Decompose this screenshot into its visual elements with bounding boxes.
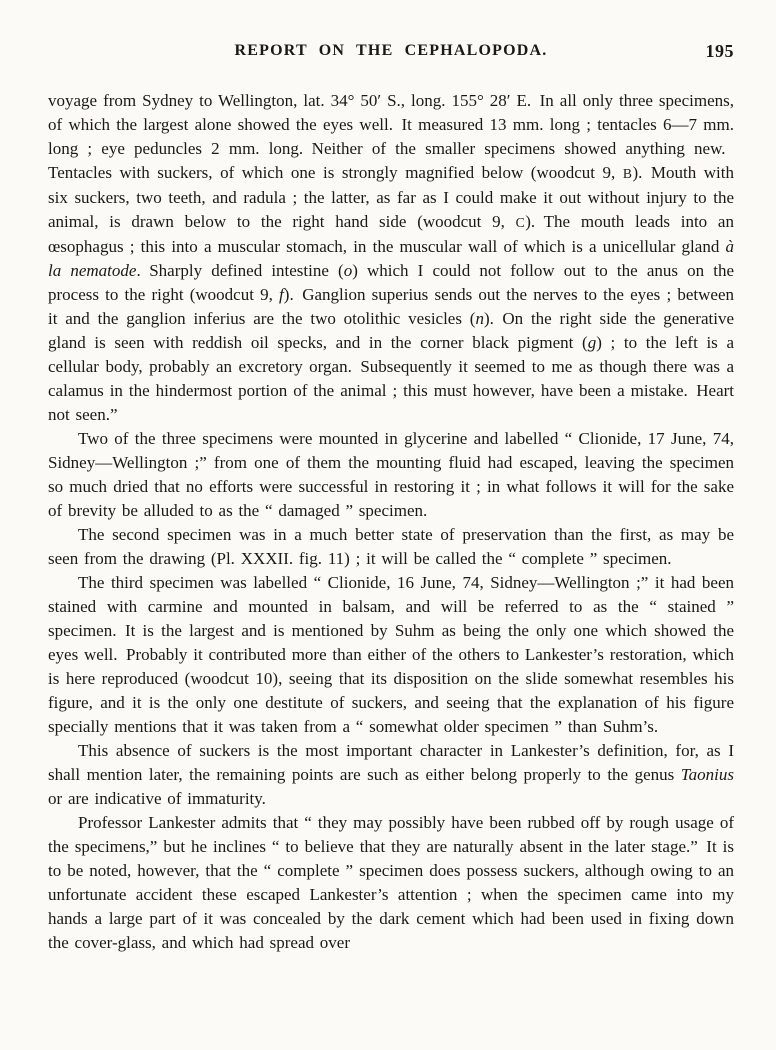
text-run: Professor Lankester admits that “ they may possibly have been rubbed off by rough usage of the specimens,” but he inclines “ to believe that they are naturally absent in the later stage.” It is to be noted, however, that the “ complete ” specimen does possess suckers, although owing to an unfortunate accident these escaped Lankester’s attention ; when the specimen came into my hands a large part of it was concealed by the dark cement which had been used in fixing down the cover-glass, and which had spread over (48, 813, 734, 952)
page-body (48, 89, 734, 955)
text-run: . Sharply defined intestine ( (136, 261, 344, 280)
text-run: ) which I could not follow out to the anus on the process to the right (woodcut 9, (48, 261, 735, 304)
text-run: The third specimen was labelled “ Clionide, 16 June, 74, Sidney—Wellington ;” it had been stained with carmine and mounted in balsam, and will be referred to as the “ stained ” specimen. It is the largest and is mentioned by Suhm as being the only one which showed the eyes well. Probably it contributed more than either of the others to Lankester’s restoration, which is here reproduced (woodcut 10), seeing that its disposition on the slide somewhat resembles his figure, and it is the only one destitute of suckers, and seeing that the explanation of his figure specially mentions that it was taken from a “ somewhat older specimen ” than Suhm’s. (48, 573, 734, 736)
paragraph (48, 89, 734, 427)
paragraph (48, 523, 734, 571)
text-run: voyage from Sydney to Wellington, lat. 34° 50′ S., long. 155° 28′ E. In all only three specimens, of which the largest alone showed the eyes well. It measured 13 mm. long ; tentacles 6—7 mm. long ; eye peduncles 2 mm. long. Neither of the smaller specimens showed anything new. Tentacles with suckers, of which one is strongly magnified below (woodcut 9, (48, 91, 734, 182)
paragraph (48, 571, 734, 739)
text-run: ). Mouth with six suckers, two teeth, and radula ; the latter, as far as I could make it out without injury to the animal, is drawn below to the right hand side (woodcut 9, (48, 163, 734, 231)
running-head (48, 40, 734, 62)
italic-text-run: Taonius (680, 765, 734, 784)
text-run: This absence of suckers is the most important character in Lankester’s definition, for, as I shall mention later, the remaining points are such as either belong properly to the genus (48, 741, 734, 784)
paragraph (48, 427, 734, 523)
text-run: Two of the three specimens were mounted in glycerine and labelled “ Clionide, 17 June, 74, Sidney—Wellington ;” from one of them the mounting fluid had escaped, leaving the specimen so much dried that no efforts were successful in restoring it ; in what follows it will for the sake of brevity be alluded to as the “ damaged ” specimen. (48, 429, 734, 520)
text-run: or are indicative of immaturity. (48, 789, 266, 808)
italic-text-run: f (279, 285, 284, 304)
text-run: ). Ganglion superius sends out the nerves to the eyes ; between it and the ganglion inferius are the two otolithic vesicles ( (48, 285, 734, 328)
italic-text-run: à la nematode (48, 237, 734, 280)
italic-text-run: g (587, 333, 597, 352)
page-title: REPORT ON THE CEPHALOPODA. (234, 42, 548, 59)
paragraph (48, 811, 734, 955)
smallcaps-text-run: B (622, 166, 633, 181)
page-number: 195 (705, 41, 734, 61)
text-run: ). The mouth leads into an œsophagus ; this into a muscular stomach, in the muscular wall of which is a unicellular gland (48, 212, 734, 256)
smallcaps-text-run: C (515, 215, 526, 230)
text-run: ) ; to the left is a cellular body, probably an excretory organ. Subsequently it seemed to me as though there was a calamus in the hindermost portion of the animal ; this must however, have been a mistake. Heart not seen.” (48, 333, 734, 424)
text-run: The second specimen was in a much better state of preservation than the first, as may be seen from the drawing (Pl. XXXII. fig. 11) ; it will be called the “ complete ” specimen. (48, 525, 734, 568)
text-run: ). On the right side the generative gland is seen with reddish oil specks, and in the corner black pigment ( (48, 309, 735, 352)
paragraph (48, 739, 734, 811)
italic-text-run: n (475, 309, 484, 328)
italic-text-run: o (343, 261, 353, 280)
